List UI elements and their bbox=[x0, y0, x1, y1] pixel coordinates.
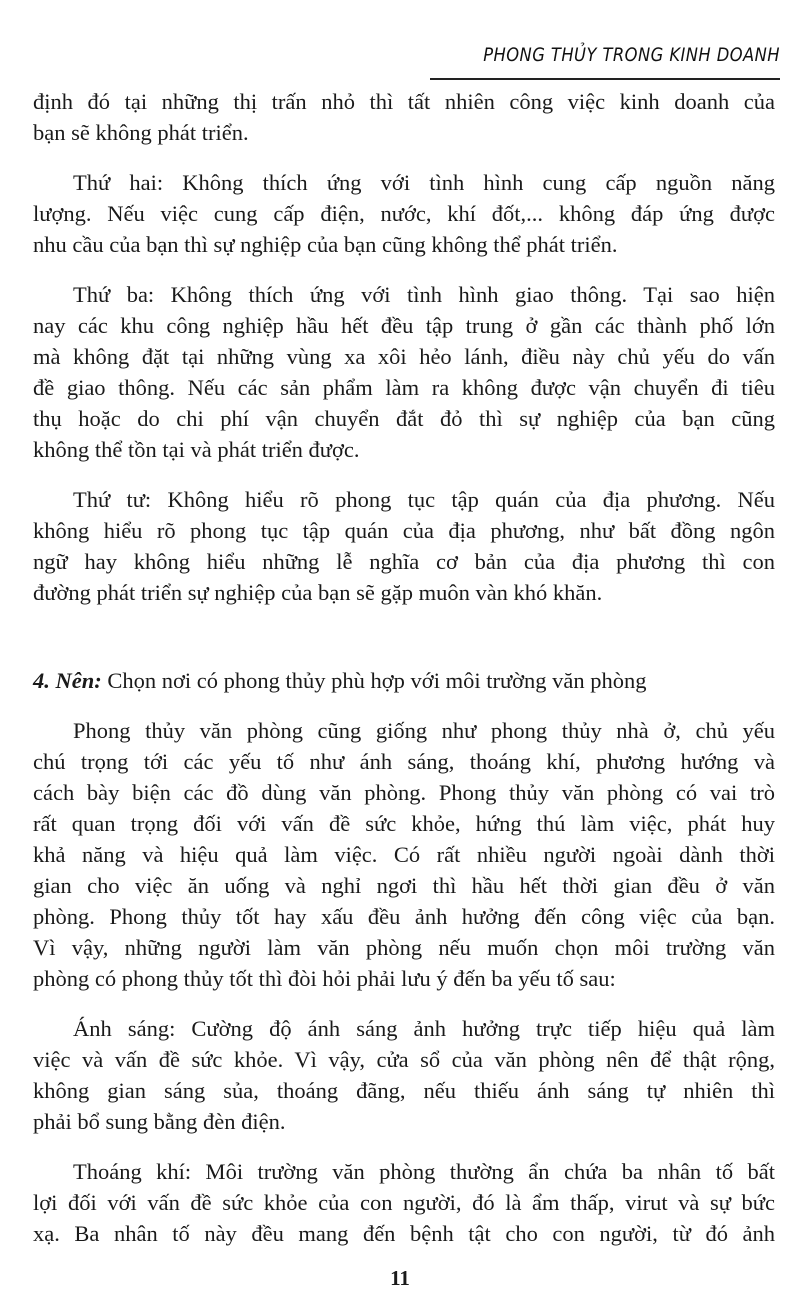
paragraph bbox=[33, 86, 775, 148]
text-line: rất quan trọng đối với vấn đề sức khỏe, hứng thú làm việc, phát huy bbox=[33, 811, 775, 836]
text-line: xạ. Ba nhân tố này đều mang đến bệnh tật cho con người, từ đó ảnh bbox=[33, 1221, 775, 1246]
page-body bbox=[33, 86, 775, 1268]
text-line: Thứ hai: Không thích ứng với tình hình cung cấp nguồn năng bbox=[73, 170, 775, 195]
paragraphs-after bbox=[33, 715, 775, 1249]
text-line: không hiểu rõ phong tục tập quán của địa phương, như bất đồng ngôn bbox=[33, 518, 775, 543]
text-line: phòng. Phong thủy tốt hay xấu đều ảnh hưởng đến công việc của bạn. bbox=[33, 904, 775, 929]
text-line: nay các khu công nghiệp hầu hết đều tập trung ở gần các thành phố lớn bbox=[33, 313, 775, 338]
text-line: đề giao thông. Nếu các sản phẩm làm ra không được vận chuyển đi tiêu bbox=[33, 375, 775, 400]
paragraph bbox=[33, 1156, 775, 1249]
text-line: đường phát triển sự nghiệp của bạn sẽ gặp muôn vàn khó khăn. bbox=[33, 580, 603, 605]
text-line: lợi đối với vấn đề sức khỏe của con người, đó là ẩm thấp, virut và sự bức bbox=[33, 1190, 775, 1215]
text-line: mà không đặt tại những vùng xa xôi hẻo lánh, điều này chủ yếu do vấn bbox=[33, 344, 775, 369]
text-line: cách bày biện các đồ dùng văn phòng. Phong thủy văn phòng có vai trò bbox=[33, 780, 775, 805]
header-rule bbox=[430, 78, 780, 80]
text-line: lượng. Nếu việc cung cấp điện, nước, khí đốt,... không đáp ứng được bbox=[33, 201, 775, 226]
page-number: 11 bbox=[390, 1266, 410, 1290]
text-line: Thứ tư: Không hiểu rõ phong tục tập quán của địa phương. Nếu bbox=[73, 487, 775, 512]
text-line: Vì vậy, những người làm văn phòng nếu muốn chọn môi trường văn bbox=[33, 935, 775, 960]
paragraph bbox=[33, 484, 775, 608]
text-line: ngữ hay không hiểu những lễ nghĩa cơ bản của địa phương thì con bbox=[33, 549, 775, 574]
text-line: không gian sáng sủa, thoáng đãng, nếu thiếu ánh sáng tự nhiên thì bbox=[33, 1078, 775, 1103]
text-line: Phong thủy văn phòng cũng giống như phong thủy nhà ở, chủ yếu bbox=[73, 718, 775, 743]
running-header: PHONG THỦY TRONG KINH DOANH bbox=[483, 44, 780, 66]
text-line: chú trọng tới các yếu tố như ánh sáng, thoáng khí, phương hướng và bbox=[33, 749, 775, 774]
paragraph bbox=[33, 1013, 775, 1137]
text-line: phải bổ sung bằng đèn điện. bbox=[33, 1109, 286, 1134]
text-line: Ánh sáng: Cường độ ánh sáng ảnh hưởng trực tiếp hiệu quả làm bbox=[73, 1016, 775, 1041]
text-line: khả năng và hiệu quả làm việc. Có rất nhiều người ngoài dành thời bbox=[33, 842, 775, 867]
text-line: định đó tại những thị trấn nhỏ thì tất nhiên công việc kinh doanh của bbox=[33, 89, 775, 114]
text-line: việc và vấn đề sức khỏe. Vì vậy, cửa sổ của văn phòng nên để thật rộng, bbox=[33, 1047, 775, 1072]
text-line: không thể tồn tại và phát triển được. bbox=[33, 437, 360, 462]
text-line: Thứ ba: Không thích ứng với tình hình giao thông. Tại sao hiện bbox=[73, 282, 775, 307]
paragraph bbox=[33, 715, 775, 994]
paragraph bbox=[33, 279, 775, 465]
text-line: nhu cầu của bạn thì sự nghiệp của bạn cũng không thể phát triển. bbox=[33, 232, 618, 257]
section-number: 4. Nên: bbox=[33, 668, 102, 693]
text-line: Thoáng khí: Môi trường văn phòng thường ẩn chứa ba nhân tố bất bbox=[73, 1159, 775, 1184]
section-heading bbox=[33, 665, 775, 696]
text-line: gian cho việc ăn uống và nghỉ ngơi thì hầu hết thời gian đều ở văn bbox=[33, 873, 775, 898]
text-line: thụ hoặc do chi phí vận chuyển đắt đỏ thì sự nghiệp của bạn cũng bbox=[33, 406, 775, 431]
text-line: phòng có phong thủy tốt thì đòi hỏi phải lưu ý đến ba yếu tố sau: bbox=[33, 966, 616, 991]
text-line: bạn sẽ không phát triển. bbox=[33, 120, 249, 145]
paragraph bbox=[33, 167, 775, 260]
section-title: Chọn nơi có phong thủy phù hợp với môi trường văn phòng bbox=[107, 668, 647, 693]
paragraphs-before bbox=[33, 86, 775, 608]
